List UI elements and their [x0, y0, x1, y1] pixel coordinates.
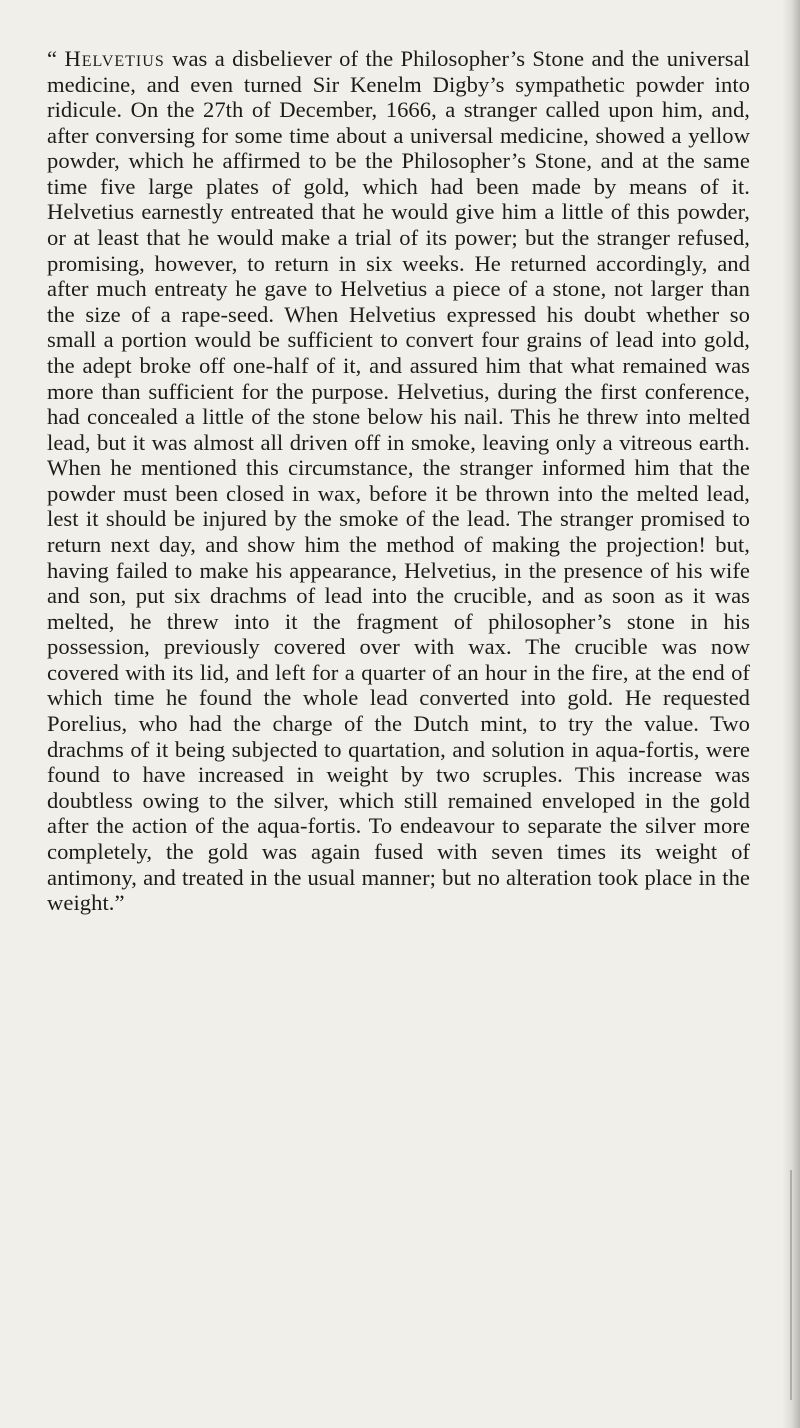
page-edge-mark — [790, 1170, 792, 1400]
lead-word: Helvetius — [64, 46, 165, 71]
quoted-passage — [47, 46, 750, 916]
passage-text: was a disbeliever of the Philosopher’s Stone and the universal medicine, and even turned Sir Kenelm Digby’s sympathetic powder into ridicule. On the 27th of December, 1666, a stranger called upon him, and, after conversing for some time about a universal medicine, showed a yellow powder, which he affirmed to be the Philosopher’s Stone, and at the same time five large plates of gold, which had been made by means of it. Helvetius earnestly entreated that he would give him a little of this powder, or at least that he would make a trial of its power; but the stranger refused, promising, however, to return in six weeks. He returned accordingly, and after much entreaty he gave to Helvetius a piece of a stone, not larger than the size of a rape-seed. When Helvetius expressed his doubt whether so small a portion would be sufficient to convert four grains of lead into gold, the adept broke off one-half of it, and assured him that what remained was more than sufficient for the purpose. Helvetius, during the first conference, had concealed a little of the stone below his nail. This he threw into melted lead, but it was almost all driven off in smoke, leaving only a vitreous earth. When he mentioned this circumstance, the stranger informed him that the powder must been closed in wax, before it be thrown into the melted lead, lest it should be injured by the smoke of the lead. The stranger promised to return next day, and show him the method of making the projection! but, having failed to make his appearance, Helvetius, in the presence of his wife and son, put six drachms of lead into the crucible, and as soon as it was melted, he threw into it the fragment of philosopher’s stone in his possession, previously covered over with wax. The crucible was now covered with its lid, and left for a quarter of an hour in the fire, at the end of which time he found the whole lead converted into gold. He requested Porelius, who had the charge of the Dutch mint, to try the value. Two drachms of it being subjected to quartation, and solution in aqua-fortis, were found to have increased in weight by two scruples. This increase was doubtless owing to the silver, which still remained enveloped in the gold after the action of the aqua-fortis. To endeavour to separate the silver more completely, the gold was again fused with seven times its weight of antimony, and treated in the usual manner; but no alteration took place in the weight.” — [47, 46, 750, 916]
opening-quote: “ — [47, 46, 65, 71]
book-page — [47, 46, 750, 916]
